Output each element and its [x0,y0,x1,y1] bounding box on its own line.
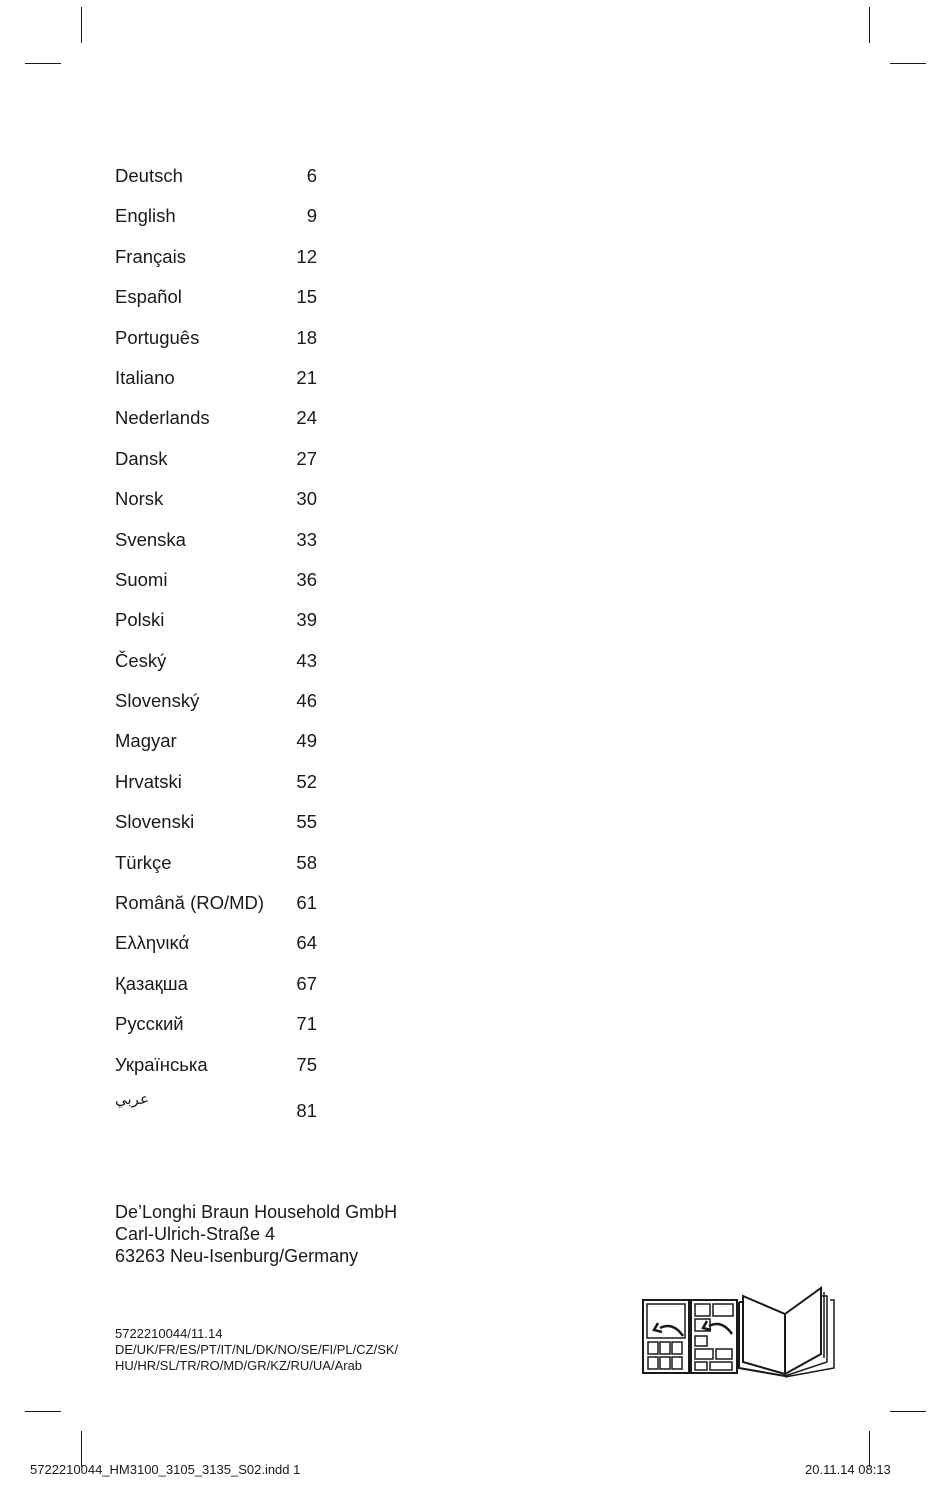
toc-row[interactable] [115,203,325,243]
toc-row[interactable] [115,607,325,647]
toc-row[interactable] [115,365,325,405]
toc-row[interactable] [115,567,325,607]
toc-language: Nederlands [115,407,210,429]
toc-row[interactable] [115,1011,325,1051]
toc-row[interactable] [115,688,325,728]
toc-page-number: 36 [296,568,317,590]
print-datetime: 20.11.14 08:13 [805,1462,891,1477]
toc-page-number: 55 [296,811,317,833]
toc-language: Português [115,326,200,348]
toc-language: Slovenský [115,690,200,712]
toc-language: Hrvatski [115,770,182,792]
toc-language: Ελληνικά [115,932,190,954]
toc-page-number: 64 [296,932,317,954]
toc-page-number: 67 [296,972,317,994]
crop-mark-bottom-right-h [890,1411,926,1412]
toc-language: Slovenski [115,811,195,833]
toc-row[interactable] [115,163,325,203]
toc-page-number: 58 [296,851,317,873]
toc-language: Română (RO/MD) [115,892,265,914]
toc-language: Svenska [115,528,186,550]
toc-row[interactable] [115,728,325,768]
toc-language: Deutsch [115,165,183,186]
toc-row[interactable] [115,405,325,445]
toc-page-number: 33 [296,528,317,550]
country-codes-line-1: DE/UK/FR/ES/PT/IT/NL/DK/NO/SE/FI/PL/CZ/SK/ [115,1342,399,1357]
toc-row[interactable] [115,971,325,1011]
toc-language: Italiano [115,366,175,388]
manufacturer-address [115,1201,397,1267]
toc-page-number: 15 [296,286,317,308]
toc-row[interactable] [115,809,325,849]
toc-row[interactable] [115,325,325,365]
print-file-info: 5722210044_HM3100_3105_3135_S02.indd 1 [30,1462,301,1477]
toc-language: Қазақша [115,972,188,994]
toc-page-number: 49 [296,730,317,752]
toc-row[interactable] [115,930,325,970]
crop-mark-top-right-h [890,63,926,64]
toc-row[interactable] [115,648,325,688]
toc-row[interactable] [115,850,325,890]
document-codes [115,1326,398,1374]
toc-page-number: 18 [296,326,317,348]
toc-language: Polski [115,609,165,631]
toc-language: Dansk [115,447,168,469]
language-table-of-contents [115,163,325,1132]
toc-page-number: 30 [296,488,317,510]
toc-language: Français [115,245,186,267]
toc-row[interactable] [115,486,325,526]
toc-page-number: 71 [296,1013,317,1035]
toc-language: Русский [115,1013,184,1035]
toc-page-number: 39 [296,609,317,631]
crop-mark-top-left [81,7,82,43]
toc-language: Magyar [115,730,177,752]
toc-page-number: 75 [296,1053,317,1075]
toc-page-number: 24 [296,407,317,429]
toc-language: English [115,205,176,227]
toc-page-number: 43 [296,649,317,671]
document-number: 5722210044/11.14 [115,1326,223,1341]
toc-row[interactable] [115,769,325,809]
toc-row[interactable] [115,284,325,324]
toc-page-number: 12 [296,245,317,267]
fold-out-manual-icon [640,1284,838,1378]
toc-page-number: 81 [296,1099,317,1121]
street-address: Carl-Ulrich-Straße 4 [115,1224,276,1244]
toc-language: Suomi [115,568,168,590]
crop-mark-bottom-left-h [25,1411,61,1412]
city-country: 63263 Neu-Isenburg/Germany [115,1246,359,1266]
crop-mark-top-right [869,7,870,43]
toc-row[interactable] [115,446,325,486]
toc-language: عربي [115,1089,149,1108]
company-name: De’Longhi Braun Household GmbH [115,1202,398,1222]
country-codes-line-2: HU/HR/SL/TR/RO/MD/GR/KZ/RU/UA/Arab [115,1358,363,1373]
toc-page-number: 46 [296,690,317,712]
toc-row[interactable] [115,890,325,930]
toc-page-number: 27 [296,447,317,469]
toc-language: Norsk [115,488,164,510]
toc-row[interactable] [115,244,325,284]
crop-mark-top-left-h [25,63,61,64]
toc-language: Český [115,649,167,671]
toc-language: Українська [115,1053,208,1075]
toc-language: Türkçe [115,851,172,873]
toc-language: Español [115,286,182,308]
toc-row[interactable] [115,527,325,567]
toc-page-number: 6 [306,165,317,186]
toc-page-number: 9 [306,205,317,227]
toc-page-number: 61 [296,892,317,914]
toc-row[interactable] [115,1089,325,1132]
toc-page-number: 52 [296,770,317,792]
toc-page-number: 21 [296,366,317,388]
